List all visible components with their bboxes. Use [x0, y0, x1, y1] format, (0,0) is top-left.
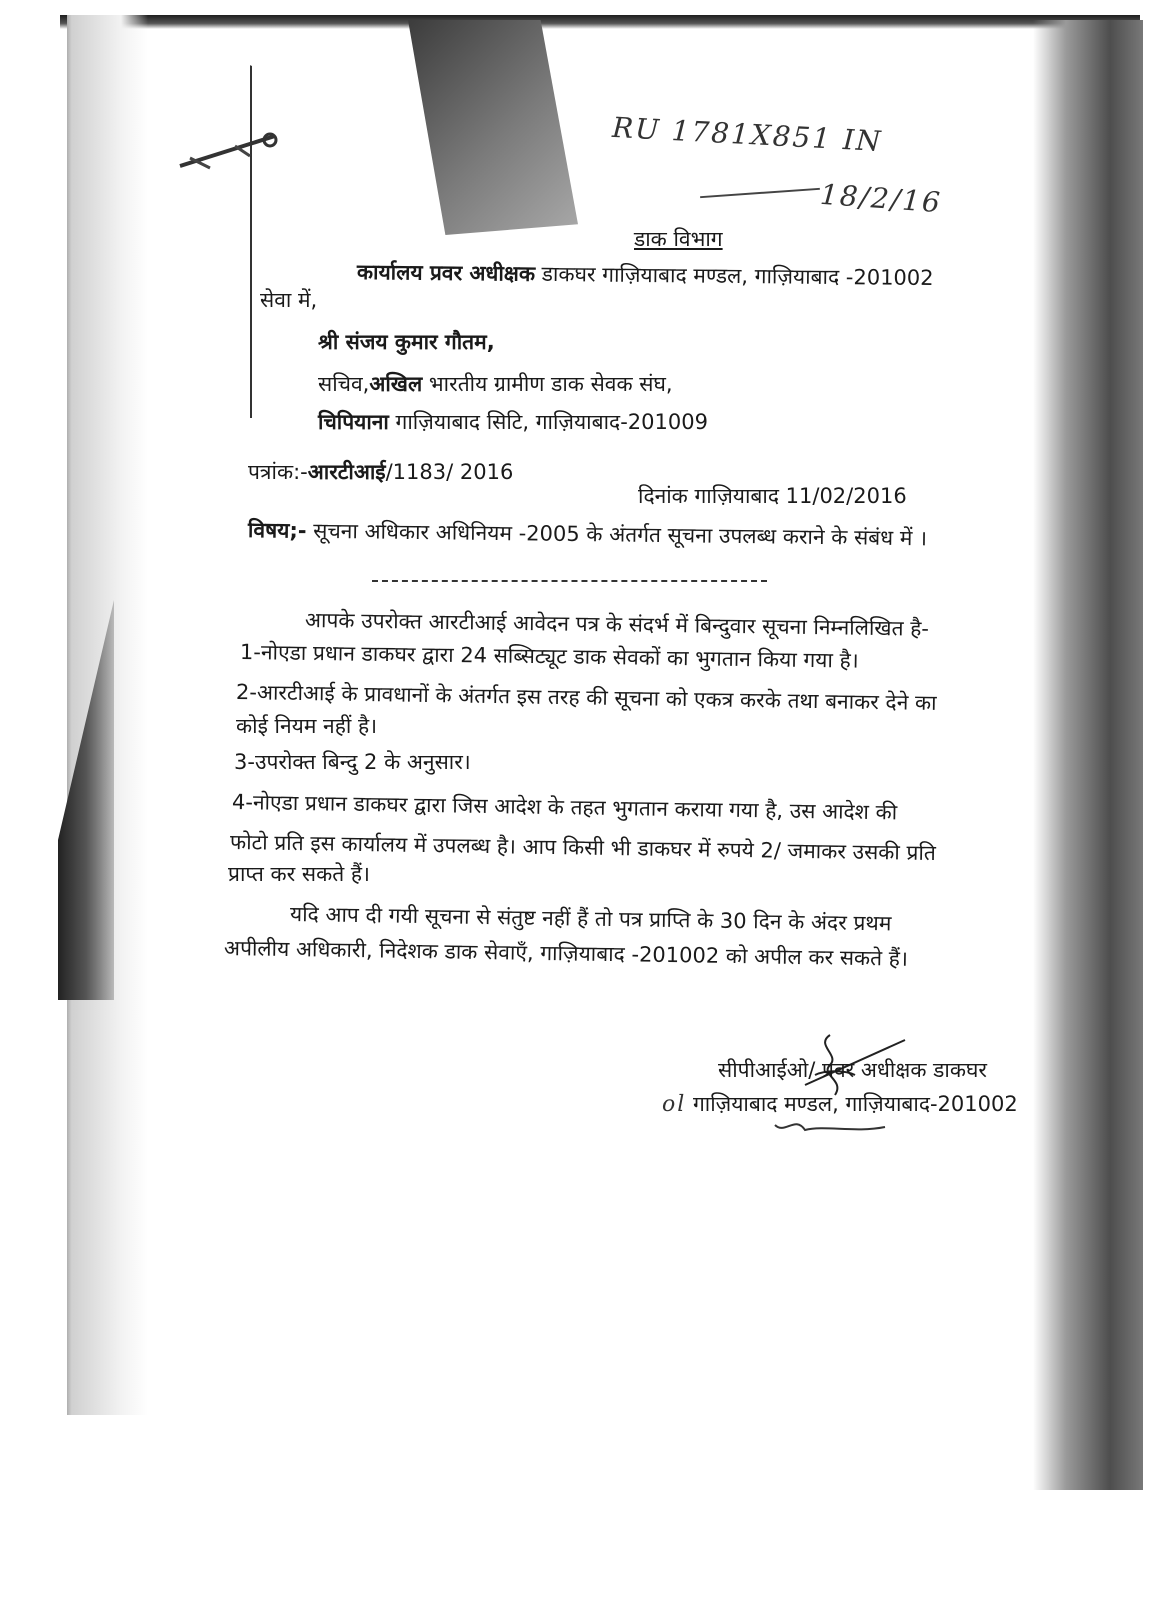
point-1: 1-नोएडा प्रधान डाकघर द्वारा 24 सब्सिट्यूट डाक सेवकों का भुगतान किया गया है। [239, 640, 859, 673]
point-3: 3-उपरोक्त बिन्दु 2 के अनुसार। [234, 750, 471, 774]
signatory-office [662, 1092, 1018, 1118]
addressee-designation [318, 372, 673, 397]
designation-prefix: सचिव, [318, 372, 370, 396]
ref-prefix: पत्रांक:- [248, 460, 308, 484]
signatory-designation: सीपीआईओ/ प्रवर अधीक्षक डाकघर [718, 1058, 987, 1082]
appeal-line-2: अपीलीय अधिकारी, निदेशक डाक सेवाएँ, गाज़ियाबाद -201002 को अपील कर सकते हैं। [223, 936, 909, 971]
ref-code: आरटीआई [307, 460, 386, 484]
reference-number [248, 460, 513, 485]
addressee-name: श्री संजय कुमार गौतम, [318, 330, 495, 354]
subject-label: विषय;- [247, 518, 307, 543]
signatory-office-text: गाज़ियाबाद मण्डल, गाज़ियाबाद-201002 [692, 1092, 1018, 1116]
point-4-line-2: फोटो प्रति इस कार्यालय में उपलब्ध है। आप किसी भी डाकघर में रुपये 2/ जमाकर उसकी प्रति [229, 830, 937, 866]
point-2-line-1: 2-आरटीआई के प्रावधानों के अंतर्गत इस तरह की सूचना को एकत्र करके तथा बनाकर देने का [235, 680, 937, 716]
salutation: सेवा में, [260, 288, 318, 312]
office-heading-rest: डाकघर गाज़ियाबाद मण्डल, गाज़ियाबाद -201002 [541, 261, 934, 291]
addressee-address [318, 410, 708, 435]
divider [372, 580, 767, 582]
designation-rest: भारतीय ग्रामीण डाक सेवक संघ, [428, 372, 673, 396]
subject-text: सूचना अधिकार अधिनियम -2005 के अंतर्गत सूचना उपलब्ध कराने के संबंध में । [313, 518, 928, 551]
appeal-line-1: यदि आप दी गयी सूचना से संतुष्ट नहीं हैं तो पत्र प्राप्ति के 30 दिन के अंदर प्रथम [289, 902, 892, 936]
designation-bold: अखिल [369, 372, 423, 396]
point-4-line-3: प्राप्त कर सकते हैं। [228, 862, 370, 886]
address-bold: चिपियाना [318, 410, 389, 434]
department-heading: डाक विभाग [634, 227, 723, 251]
signature-scribble [745, 1025, 925, 1145]
handwritten-registry-number: RU 1781X851 IN [611, 110, 884, 159]
point-4-line-1: 4-नोएडा प्रधान डाकघर द्वारा जिस आदेश के तहत भुगतान कराया गया है, उस आदेश की [231, 790, 898, 825]
letter-date: दिनांक गाज़ियाबाद 11/02/2016 [638, 484, 907, 508]
handwritten-date: 18/2/16 [818, 177, 943, 220]
office-heading-bold: कार्यालय प्रवर अधीक्षक [356, 260, 536, 286]
handwritten-initials: ol [662, 1092, 687, 1117]
body-intro: आपके उपरोक्त आरटीआई आवेदन पत्र के संदर्भ में बिन्दुवार सूचना निम्नलिखित है- [304, 608, 930, 641]
address-rest: गाज़ियाबाद सिटि, गाज़ियाबाद-201009 [395, 410, 708, 434]
point-2-line-2: कोई नियम नहीं है। [236, 714, 378, 738]
ref-number: /1183/ 2016 [385, 460, 514, 484]
office-heading [357, 260, 934, 291]
subject-line [248, 518, 927, 551]
handwritten-stroke [700, 188, 820, 198]
